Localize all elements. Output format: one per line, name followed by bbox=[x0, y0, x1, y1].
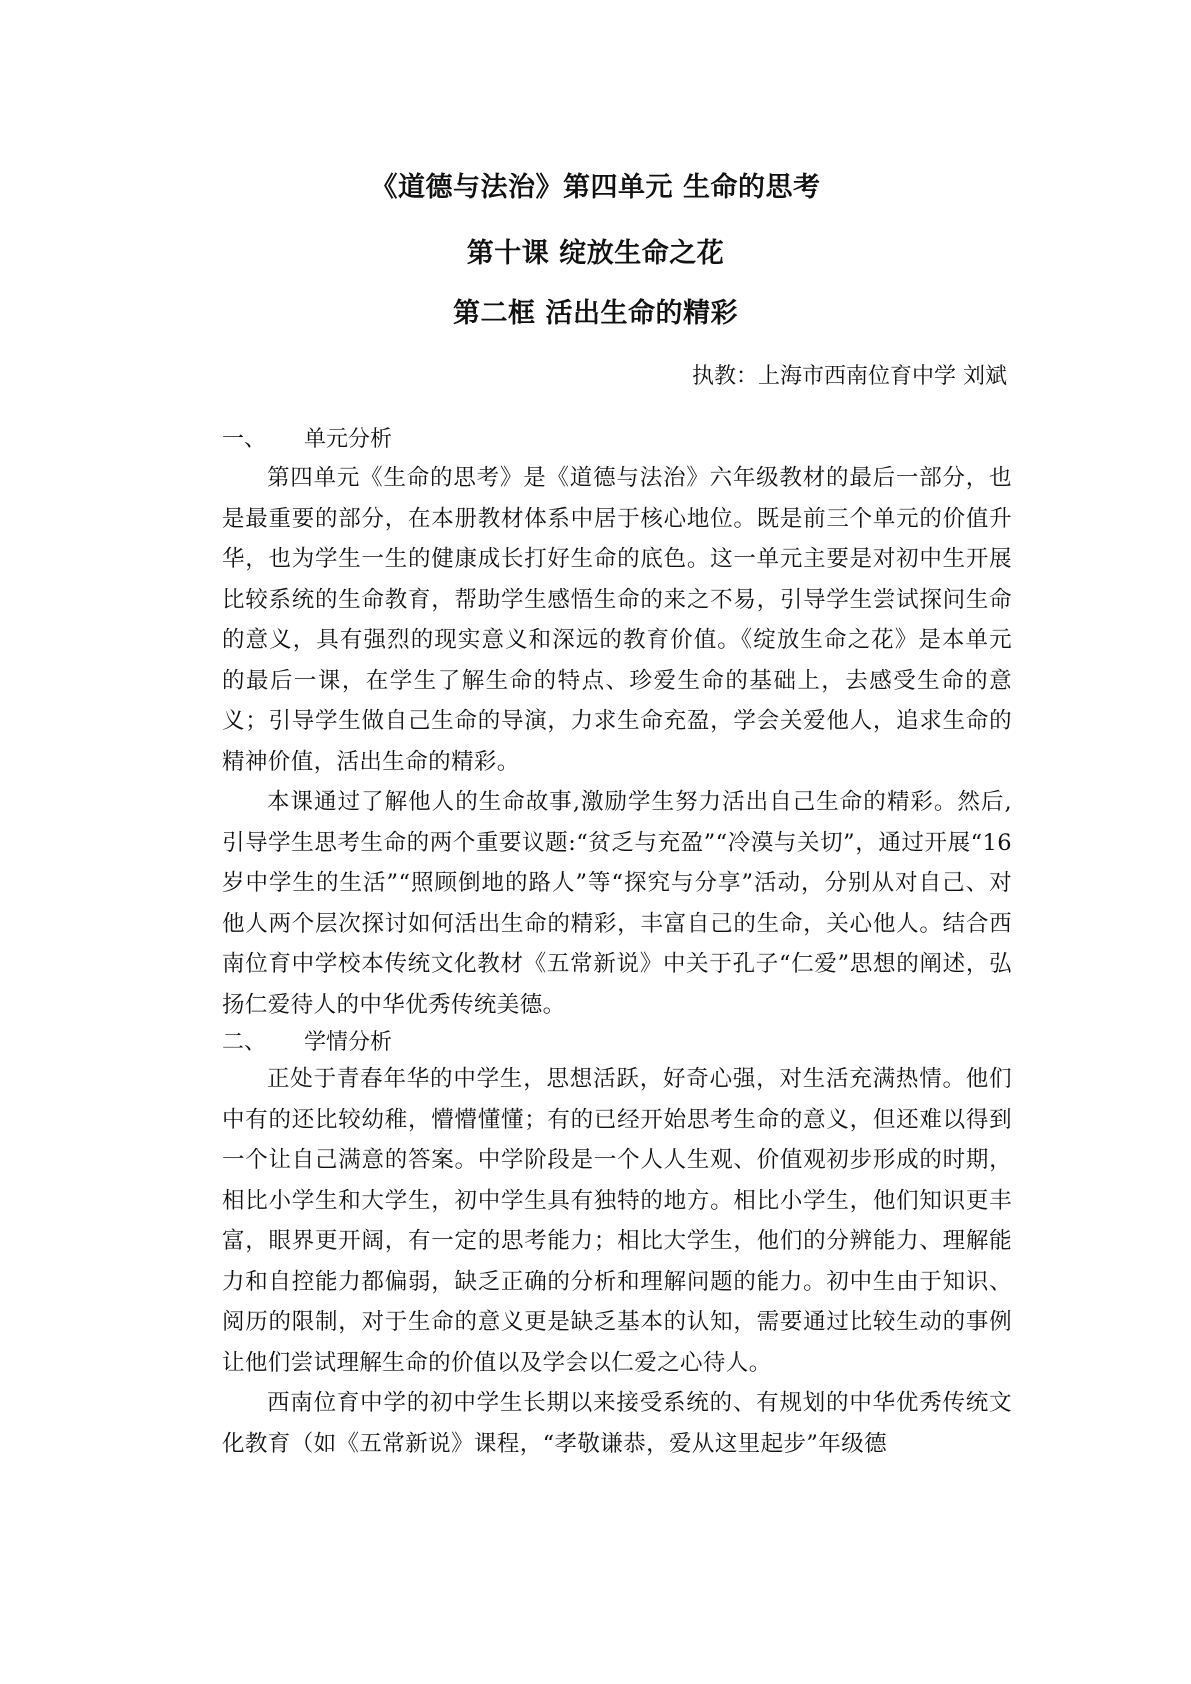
section-heading-label: 学情分析 bbox=[304, 1030, 393, 1055]
paragraph: 正处于青春年华的中学生，思想活跃，好奇心强，对生活充满热情。他们中有的还比较幼稚，懵懵懂懂；有的已经开始思考生命的意义，但还难以得到一个让自己满意的答案。中学阶段是一个人人生观、价值观初步形成的时期，相比小学生和大学生，初中学生具有独特的地方。相比小学生，他们知识更丰富，眼界更开阔，有一定的思考能力；相比大学生，他们的分辨能力、理解能力和自控能力都偏弱，缺乏正确的分析和理解问题的能力。初中生由于知识、阅历的限制，对于生命的意义更是缺乏基本的认知，需要通过比较生动的事例让他们尝试理解生命的价值以及学会以仁爱之心待人。 bbox=[222, 1066, 1012, 1376]
paragraph: 西南位育中学的初中学生长期以来接受系统的、有规划的中华优秀传统文化教育（如《五常新说》课程，“孝敬谦恭，爱从这里起步”年级德 bbox=[222, 1390, 1012, 1457]
document-title: 《道德与法治》第四单元 生命的思考 bbox=[370, 172, 821, 203]
lesson-title: 第十课 绽放生命之花 bbox=[466, 238, 725, 269]
section-body-student-analysis bbox=[222, 1059, 1012, 1464]
section-title: 第二框 活出生命的精彩 bbox=[453, 298, 738, 329]
paragraph: 第四单元《生命的思考》是《道德与法治》六年级教材的最后一部分，也是最重要的部分，在本册教材体系中居于核心地位。既是前三个单元的价值升华，也为学生一生的健康成长打好生命的底色。这一单元主要是对初中生开展比较系统的生命教育，帮助学生感悟生命的来之不易，引导学生尝试探问生命的意义，具有强烈的现实意义和深远的教育价值。《绽放生命之花》是本单元的最后一课，在学生了解生命的特点、珍爱生命的基础上，去感受生命的意义；引导学生做自己生命的导演，力求生命充盈，学会关爱他人，追求生命的精神价值，活出生命的精彩。 bbox=[222, 465, 1012, 775]
section-number: 一、 bbox=[222, 427, 267, 452]
paragraph: 本课通过了解他人的生命故事,激励学生努力活出自己生命的精彩。然后,引导学生思考生命的两个重要议题:“贫乏与充盈”“冷漠与关切”，通过开展“16 岁中学生的生活”“照顾倒地的路人”等“探究与分享”活动，分别从对自己、对他人两个层次探讨如何活出生命的精彩，丰富自己的生命，关心他人。结合西南位育中学校本传统文化教材《五常新说》中关于孔子“仁爱”思想的阐述，弘扬仁爱待人的中华优秀传统美德。 bbox=[222, 789, 1012, 1018]
section-body-unit-analysis bbox=[222, 458, 1012, 1025]
section-heading-student-analysis bbox=[222, 1028, 392, 1058]
section-heading-label: 单元分析 bbox=[304, 427, 393, 452]
section-number: 二、 bbox=[222, 1030, 267, 1055]
author-line: 执教：上海市西南位育中学 刘斌 bbox=[692, 364, 1007, 389]
section-heading-unit-analysis bbox=[222, 425, 392, 455]
